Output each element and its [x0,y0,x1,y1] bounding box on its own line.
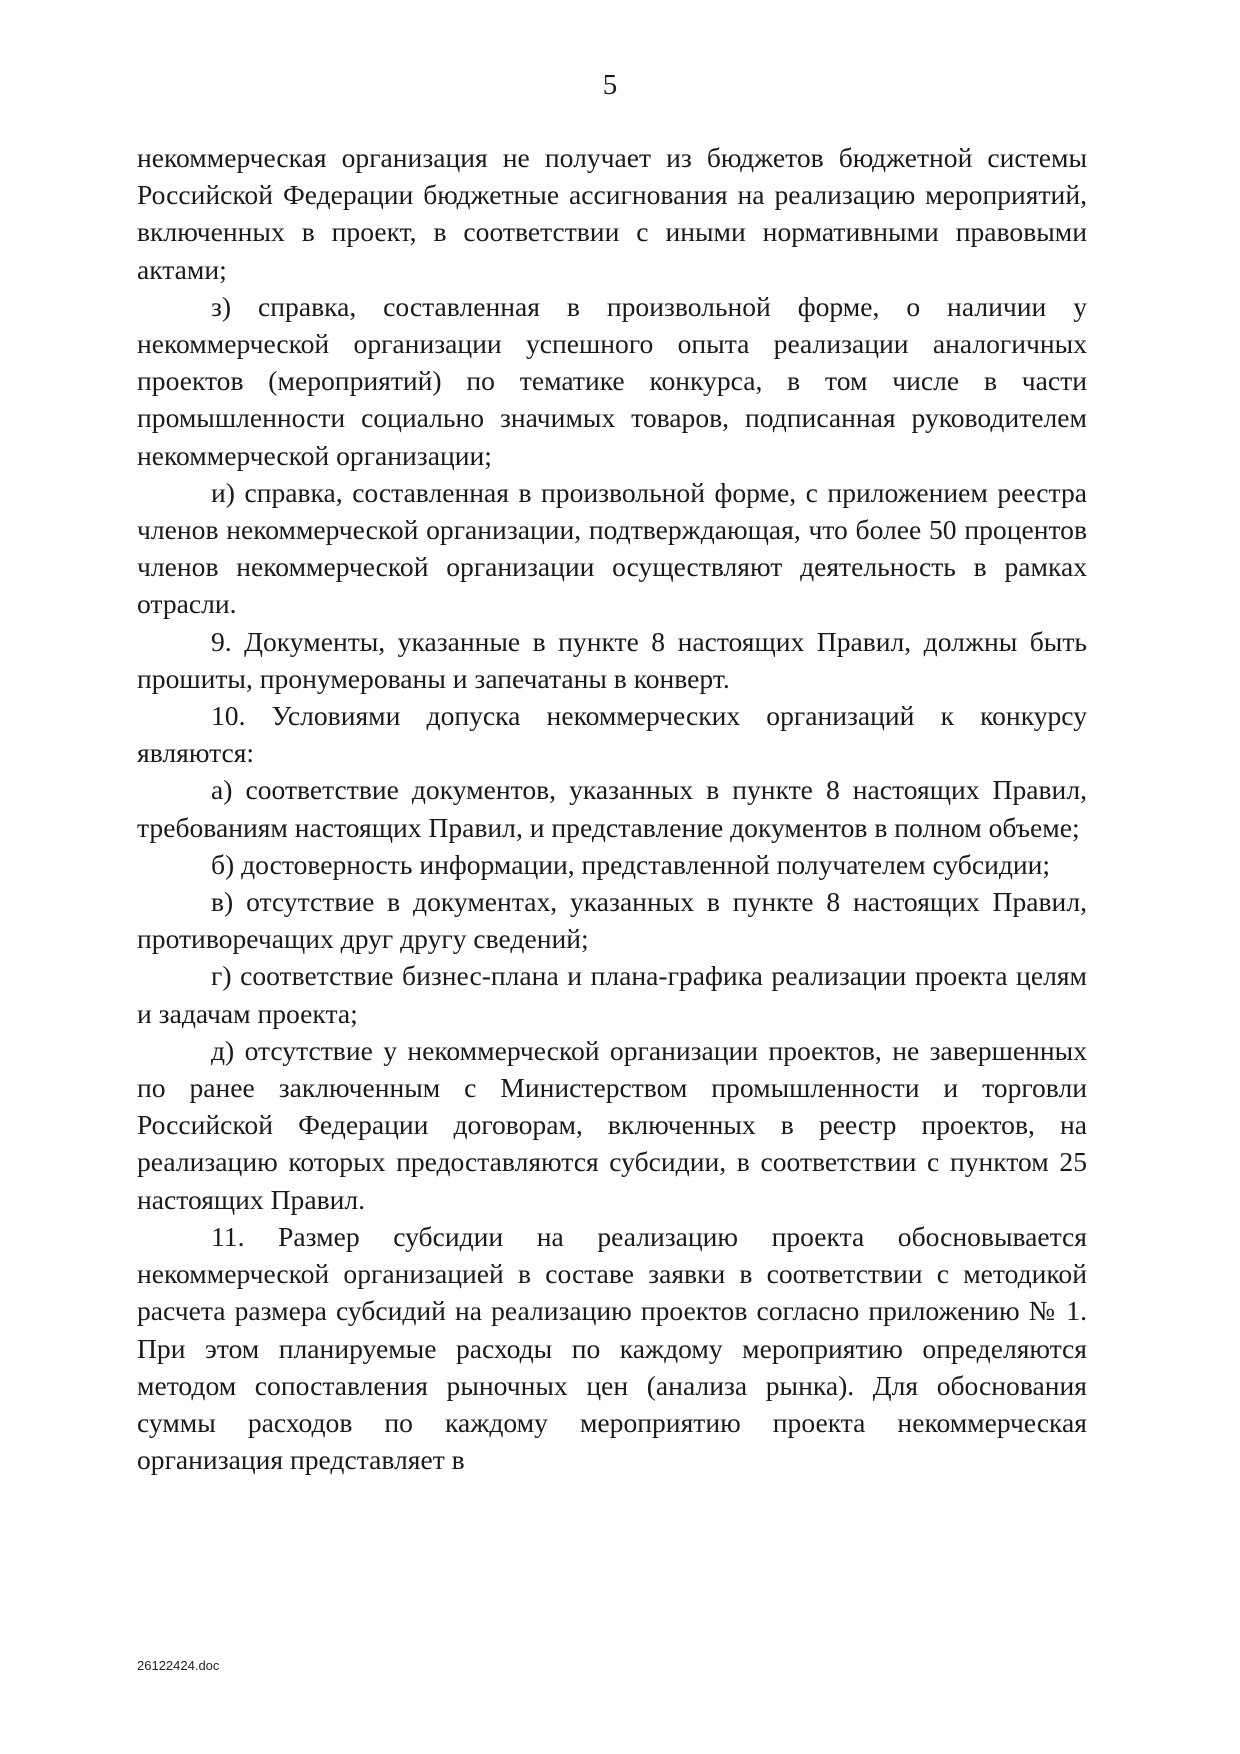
paragraph-clause-9: 9. Документы, указанные в пункте 8 настоящих Правил, должны быть прошиты, пронумерованы и запечатаны в конверт. [137,625,1087,694]
page-number: 5 [602,69,618,101]
paragraph-item-a: а) соответствие документов, указанных в пункте 8 настоящих Правил, требованиям настоящих Правил, и представление документов в полном объеме; [137,774,1087,843]
paragraph-clause-11: 11. Размер субсидии на реализацию проекта обосновывается некоммерческой организацией в составе заявки в соответствии с методикой расчета размера субсидий на реализацию проектов согласно приложению № 1. При этом планируемые расходы по каждому мероприятию определяются методом сопоставления рыночных цен (анализа рынка). Для обоснования суммы расходов по каждому мероприятию проекта некоммерческая организация представляет в [137,1220,1087,1476]
paragraph-clause-10: 10. Условиями допуска некоммерческих организаций к конкурсу являются: [137,700,1087,769]
paragraph-item-g: г) соответствие бизнес-плана и плана-графика реализации проекта целям и задачам проекта; [137,960,1087,1029]
paragraph-item-i: и) справка, составленная в произвольной форме, с приложением реестра членов некоммерческой организации, подтверждающая, что более 50 процентов членов некоммерческой организации осуществляют деятельность в рамках отрасли. [137,476,1087,620]
paragraph-item-z: з) справка, составленная в произвольной форме, о наличии у некоммерческой организации успешного опыта реализации аналогичных проектов (мероприятий) по тематике конкурса, в том числе в части промышленности социально значимых товаров, подписанная руководителем некоммерческой организации; [137,290,1087,471]
paragraph-item-b: б) достоверность информации, представленной получателем субсидии; [211,848,1051,880]
paragraph-item-d: д) отсутствие у некоммерческой организации проектов, не завершенных по ранее заключенным с Министерством промышленности и торговли Российской Федерации договорам, включенных в реестр проектов, на реализацию которых предоставляются субсидии, в соответствии с пунктом 25 настоящих Правил. [137,1034,1087,1215]
paragraph-continuation: некоммерческая организация не получает из бюджетов бюджетной системы Российской Федерации бюджетные ассигнования на реализацию мероприятий, включенных в проект, в соответствии с иными нормативными правовыми актами; [137,142,1087,285]
footer-filename: 26122424.doc [137,1658,220,1673]
paragraph-item-v: в) отсутствие в документах, указанных в пункте 8 настоящих Правил, противоречащих друг другу сведений; [137,886,1087,955]
document-body [137,139,1087,1478]
